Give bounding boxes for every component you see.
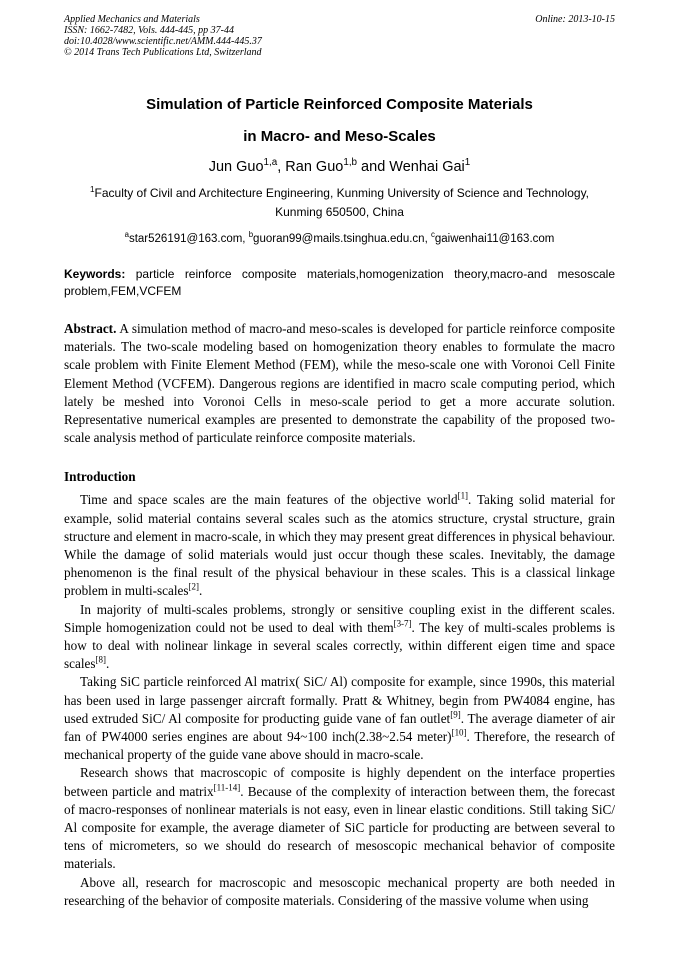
author-separator: , (277, 159, 286, 175)
citation-ref: [11-14] (213, 782, 241, 793)
paper-page (64, 14, 615, 910)
author-affiliation-mark: 1,a (263, 157, 278, 169)
affiliation-line-2: Kunming 650500, China (275, 205, 404, 219)
keywords-label: Keywords: (64, 267, 126, 281)
email-mark: c (430, 230, 435, 240)
paragraph-text: . Because of the complexity of interaction between them, the forecast of macro-responses of nonlinear materials is not easy, even in linear elastic conditions. Still taking SiC/ Al composite for example, the average diameter of SiC particle for producting are between several to tens of micrometers, so we should do research of mesoscopic mechanical behavior of composite materials. (64, 783, 616, 872)
paragraph (64, 874, 615, 910)
affiliation-mark: 1 (89, 185, 95, 194)
author-name: Ran Guo (285, 159, 344, 175)
paper-title-line-1: Simulation of Particle Reinforced Composite Materials (146, 96, 533, 113)
email-address: gaiwenhai11@163.com (434, 233, 555, 245)
introduction-body (64, 491, 615, 910)
keywords (64, 266, 615, 300)
author-name: Jun Guo (208, 159, 264, 175)
email-mark: a (124, 230, 129, 240)
citation-ref: [10] (451, 727, 467, 738)
author-affiliation-mark: 1 (464, 157, 471, 169)
paragraph-text: . The key of multi-scales problems is how to deal with nolinear linkage in several scales correctly, within different eigen time and space scales (64, 619, 615, 672)
affiliation-text: Faculty of Civil and Architecture Engineering, Kunming University of Science and Technology, (94, 186, 590, 200)
email-separator: , (242, 233, 249, 245)
citation-ref: [1] (457, 491, 469, 502)
online-date: Online: 2013-10-15 (535, 14, 615, 25)
paragraph-text: . Therefore, the research of mechanical property of the guide vane above should in macro-scale. (64, 729, 615, 763)
author-emails (64, 231, 615, 247)
paragraph-text: . Taking solid material for example, solid material contains several scales such as the atomics structure, crystal structure, grain structure and element in macro-scale, in which they may present great differences in physical behaviour. While the damage of solid materials would just occur though these scales. Inevitably, the damage phenomenon is the final result of the physical behaviour in these scales. This is a classical linkage problem in multi-scales (64, 492, 615, 599)
paragraph (64, 601, 615, 674)
citation-ref: [8] (95, 654, 106, 665)
email-address: guoran99@mails.tsinghua.edu.cn (253, 233, 425, 245)
affiliation-line-1 (64, 184, 615, 203)
citation-ref: [9] (450, 709, 461, 720)
email-separator: , (424, 233, 431, 245)
author-list (64, 158, 615, 176)
paragraph (64, 764, 615, 873)
paragraph-text: . (105, 656, 110, 672)
author-name: Wenhai Gai (389, 159, 465, 175)
journal-copyright: © 2014 Trans Tech Publications Ltd, Switzerland (64, 47, 262, 58)
paragraph-text: In majority of multi-scales problems, strongly or sensitive coupling exist in the different scales. Simple homogenization could not be used to deal with them (64, 601, 615, 635)
paragraph (64, 673, 615, 764)
citation-ref: [3-7] (393, 618, 412, 629)
paragraph (64, 491, 615, 600)
abstract (64, 320, 615, 447)
journal-name: Applied Mechanics and Materials (64, 14, 200, 25)
author-separator: and (357, 159, 390, 175)
email-mark: b (248, 230, 254, 240)
citation-ref: [2] (188, 582, 199, 593)
paper-title-line-2: in Macro- and Meso-Scales (243, 128, 436, 145)
author-affiliation-mark: 1,b (343, 157, 358, 169)
paragraph-text: . The average diameter of air fan of PW4000 series engines are about 94~100 inch(2.38~2.54 meter) (64, 710, 616, 745)
abstract-text: A simulation method of macro-and meso-scales is developed for particle reinforce composite materials. The two-scale modeling based on homogenization theory enables to formulate the macro scale problem with Finite Element Method (FEM), while the meso-scale one with Voronoi Cell Finite Element Method (VCFEM). Dangerous regions are identified in macro scale computing period, which lately be meshed into Voronoi Cells in meso-scale period to get a more accurate solution. Representative numerical examples are presented to demonstrate the capability of the proposed two-scale analysis method of particulate reinforce composite materials. (64, 321, 615, 446)
paragraph-text: Time and space scales are the main features of the objective world (80, 492, 458, 508)
abstract-label: Abstract. (64, 321, 117, 336)
section-heading-introduction: Introduction (64, 469, 136, 485)
paragraph-text: Taking SiC particle reinforced Al matrix( SiC/ Al) composite for example, since 1990s, this material has been used in large passenger aircraft formally. Pratt & Whitney, begin from PW4084 engine, has used extruded SiC/ Al composite for producting guide vane of fan outlet (64, 674, 615, 726)
journal-info (64, 14, 262, 58)
journal-header (64, 14, 615, 58)
paragraph-text: Above all, research for macroscopic and mesoscopic mechanical property are both needed in researching of the behavior of composite materials. Considering of the massive volume when using (64, 874, 615, 908)
paragraph-text: . (199, 583, 203, 599)
affiliation (64, 184, 615, 222)
paragraph-text: Research shows that macroscopic of composite is highly dependent on the interface properties between particle and matrix (64, 765, 615, 799)
journal-doi: doi:10.4028/www.scientific.net/AMM.444-445.37 (64, 36, 262, 47)
journal-issn: ISSN: 1662-7482, Vols. 444-445, pp 37-44 (64, 25, 234, 36)
keywords-text: particle reinforce composite materials,homogenization theory,macro-and mesoscale problem,FEM,VCFEM (64, 267, 615, 298)
email-address: star526191@163.com (128, 233, 243, 245)
